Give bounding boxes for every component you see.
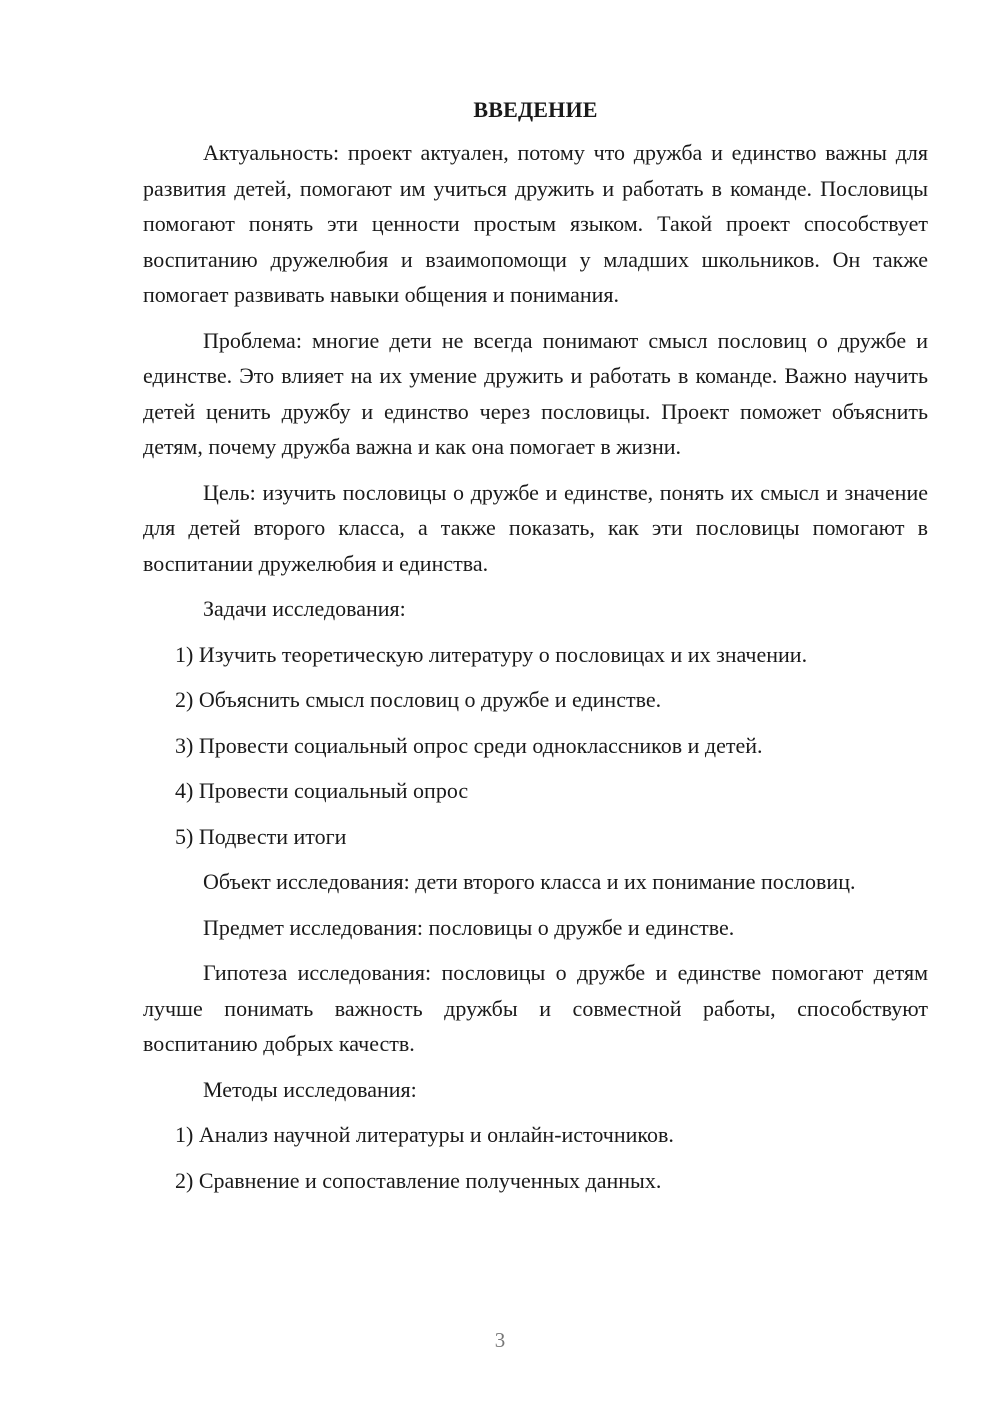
methods-heading: Методы исследования: [203, 1076, 417, 1102]
tasks-heading: Задачи исследования: [203, 596, 406, 621]
method-item: 2) Сравнение и сопоставление полученных данных. [175, 1167, 662, 1193]
task-item: 4) Провести социальный опрос [175, 778, 469, 803]
task-item: 2) Объяснить смысл пословиц о дружбе и единстве. [175, 687, 662, 712]
page-title: ВВЕДЕНИЕ [473, 97, 598, 122]
page-number: 3 [494, 1328, 506, 1352]
goal-paragraph: Цель: изучить пословицы о дружбе и единстве, понять их смысл и значение для детей второго класса, а также показать, как эти пословицы помогают в воспитании дружелюбия и единства. [143, 479, 928, 576]
method-item: 1) Анализ научной литературы и онлайн-источников. [175, 1122, 674, 1147]
object-paragraph: Объект исследования: дети второго класса и их понимание пословиц. [203, 869, 856, 894]
document-page [143, 95, 928, 1208]
task-item: 1) Изучить теоретическую литературу о пословицах и их значении. [175, 641, 808, 667]
hypothesis-paragraph: Гипотеза исследования: пословицы о дружбе и единстве помогают детям лучше понимать важность дружбы и совместной работы, способствуют воспитанию добрых качеств. [143, 960, 928, 1056]
subject-paragraph: Предмет исследования: пословицы о дружбе и единстве. [203, 914, 735, 940]
task-item: 3) Провести социальный опрос среди одноклассников и детей. [175, 732, 763, 758]
problem-paragraph: Проблема: многие дети не всегда понимают смысл пословиц о дружбе и единстве. Это влияет на их умение дружить и работать в команде. Важно научить детей ценить дружбу и единство через пословицы. Проект поможет объяснить детям, почему дружба важна и как она помогает в жизни. [143, 327, 928, 459]
task-item: 5) Подвести итоги [175, 823, 347, 849]
relevance-paragraph: Актуальность: проект актуален, потому что дружба и единство важны для развития детей, помогают им учиться дружить и работать в команде. Пословицы помогают понять эти ценности простым языком. Такой проект способствует воспитанию дружелюбия и взаимопомощи у младших школьников. Он также помогает развивать навыки общения и понимания. [143, 140, 928, 307]
